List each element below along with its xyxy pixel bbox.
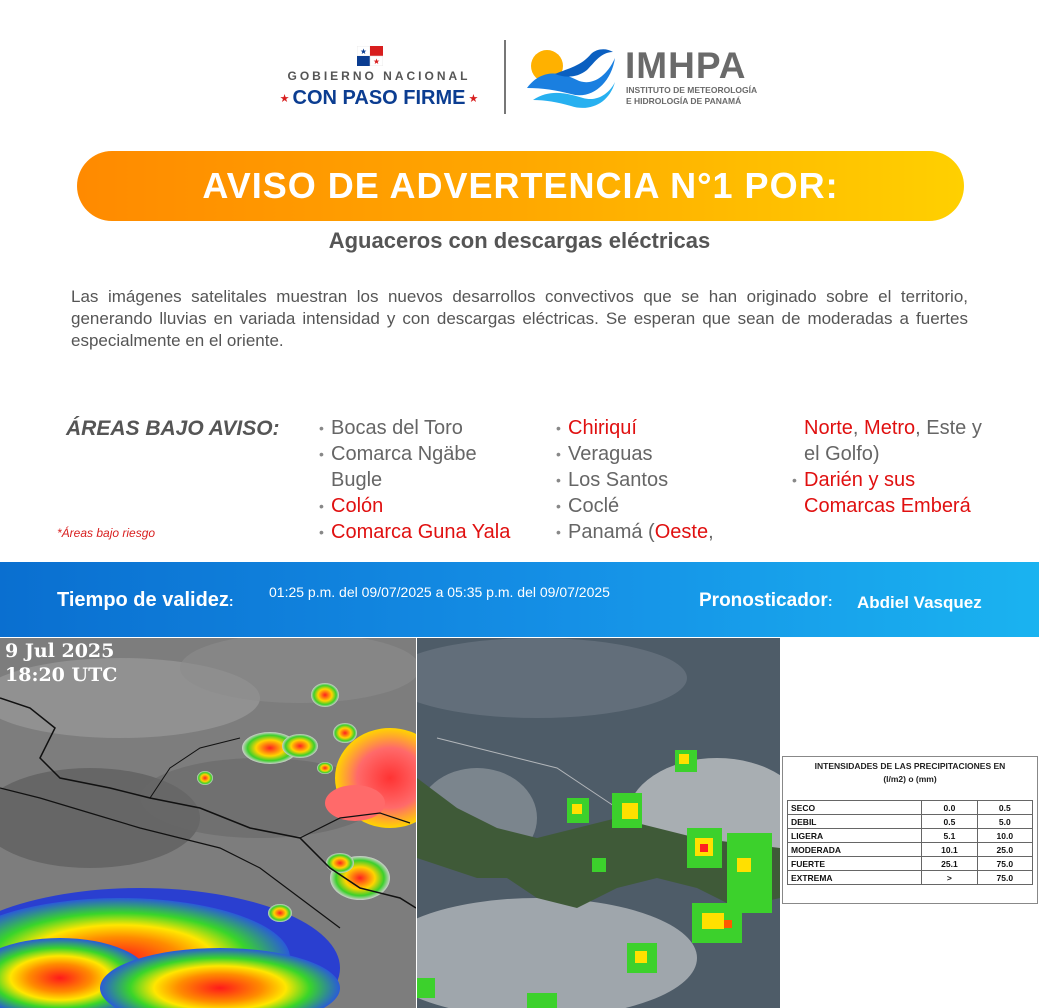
- org-subtitle-line1: INSTITUTO DE METEOROLOGÍA: [626, 85, 758, 95]
- intensity-grid: [787, 800, 1033, 885]
- precipitation-intensity-table: [782, 756, 1038, 904]
- area-separator: ,: [852, 417, 865, 439]
- intensity-name: FUERTE: [788, 857, 922, 871]
- warning-title: AVISO DE ADVERTENCIA N°1 POR:: [202, 165, 839, 206]
- area-comarca-ngabe-cont: Bugle: [331, 469, 383, 491]
- area-panama: Panamá (: [568, 521, 655, 543]
- table-row: [788, 815, 1033, 829]
- panama-flag-icon: [357, 46, 383, 66]
- intensity-max: 5.0: [977, 815, 1032, 829]
- area-los-santos: Los Santos: [568, 469, 669, 491]
- area-panama-oeste: Oeste: [654, 521, 709, 543]
- intensity-min: 10.1: [922, 843, 977, 857]
- area-darien: Darién y sus: [804, 469, 916, 491]
- area-panama-golfo: el Golfo): [804, 443, 880, 465]
- area-item: • Panamá (Oeste,: [556, 521, 714, 543]
- validity-colon: :: [228, 593, 234, 609]
- area-item: • Darién y sus Comarcas Emberá: [792, 469, 971, 517]
- areas-column-3: [792, 415, 1032, 519]
- area-item: • Colón: [319, 495, 384, 517]
- areas-label: ÁREAS BAJO AVISO:: [66, 417, 280, 440]
- intensity-max: 0.5: [977, 801, 1032, 815]
- intensity-name: LIGERA: [788, 829, 922, 843]
- area-item: • Veraguas: [556, 443, 653, 465]
- org-name: IMHPA: [625, 45, 747, 86]
- area-item-cont: [792, 415, 1032, 467]
- forecaster-label-text: Pronosticador: [699, 590, 828, 611]
- validity-label-text: Tiempo de validez: [57, 589, 229, 611]
- warning-subtitle: Aguaceros con descargas eléctricas: [328, 228, 711, 253]
- intensity-min: 0.5: [922, 815, 977, 829]
- intensity-max: 25.0: [977, 843, 1032, 857]
- area-separator: ,: [708, 521, 714, 543]
- intensity-max: 75.0: [977, 871, 1032, 885]
- forecaster-colon: :: [827, 593, 833, 609]
- org-subtitle-line2: E HIDROLOGÍA DE PANAMÁ: [626, 96, 742, 106]
- area-item: • Los Santos: [556, 469, 669, 491]
- risk-note: *Áreas bajo riesgo: [57, 526, 156, 540]
- intensity-name: DEBIL: [788, 815, 922, 829]
- intensity-name: EXTREMA: [788, 871, 922, 885]
- forecaster-label: [699, 590, 832, 612]
- area-guna-yala: Comarca Guna Yala: [331, 521, 511, 543]
- areas-column-2: [556, 415, 786, 545]
- intensity-max: 10.0: [977, 829, 1032, 843]
- forecaster-name: Abdiel Vasquez: [857, 593, 982, 612]
- intensity-min: 0.0: [922, 801, 977, 815]
- imhpa-logo-icon: [525, 44, 617, 110]
- star-icon: ★: [468, 93, 479, 106]
- intensity-max: 75.0: [977, 857, 1032, 871]
- intensity-min: 5.1: [922, 829, 977, 843]
- intensity-title-line1: INTENSIDADES DE LAS PRECIPITACIONES EN: [814, 761, 1006, 771]
- areas-column-1: [319, 415, 554, 545]
- star-icon: ★: [279, 93, 290, 106]
- table-row: [788, 801, 1033, 815]
- area-comarca-ngabe: Comarca Ngäbe: [331, 443, 477, 465]
- area-cocle: Coclé: [568, 495, 620, 517]
- area-darien-cont: Comarcas Emberá: [804, 495, 971, 517]
- visible-satellite-radar-image: [417, 638, 780, 1008]
- intensity-table-title: [783, 760, 1037, 786]
- area-item: • Chiriquí: [556, 417, 637, 439]
- warning-description: Las imágenes satelitales muestran los nuevos desarrollos convectivos que se han originado sobre el territorio, generando lluvias en variada intensidad y con descargas eléctricas. Se esperan que sean de moderadas a fuertes especialmente en el oriente.: [71, 287, 968, 350]
- intensity-min: 25.1: [922, 857, 977, 871]
- government-slogan-text: CON PASO FIRME: [292, 87, 466, 109]
- area-colon: Colón: [331, 495, 384, 517]
- area-veraguas: Veraguas: [568, 443, 653, 465]
- table-row: [788, 829, 1033, 843]
- infrared-satellite-image: [0, 638, 416, 1008]
- validity-label: [57, 589, 234, 612]
- table-row: [788, 857, 1033, 871]
- validity-period: 01:25 p.m. del 09/07/2025 a 05:35 p.m. del 09/07/2025: [269, 584, 610, 600]
- area-panama-este: , Este y: [915, 417, 982, 439]
- warning-banner: [77, 151, 964, 221]
- satellite-time: 18:20 UTC: [5, 664, 118, 686]
- table-row: [788, 843, 1033, 857]
- satellite-date: 9 Jul 2025: [5, 640, 115, 662]
- intensity-min: >: [922, 871, 977, 885]
- area-item: • Coclé: [556, 495, 620, 517]
- intensity-name: MODERADA: [788, 843, 922, 857]
- area-bocas-del-toro: Bocas del Toro: [331, 417, 463, 439]
- area-item: • Comarca Ngäbe Bugle: [319, 443, 477, 491]
- header-divider: [504, 40, 506, 114]
- area-item: • Bocas del Toro: [319, 417, 463, 439]
- government-slogan: [268, 87, 490, 110]
- area-panama-norte: Norte: [804, 417, 853, 439]
- area-item: • Comarca Guna Yala: [319, 521, 511, 543]
- intensity-name: SECO: [788, 801, 922, 815]
- area-panama-metro: Metro: [864, 417, 916, 439]
- intensity-title-line2: (l/m2) o (mm): [883, 774, 937, 784]
- government-name: GOBIERNO NACIONAL: [287, 69, 471, 83]
- table-row: [788, 871, 1033, 885]
- area-chiriqui: Chiriquí: [568, 417, 637, 439]
